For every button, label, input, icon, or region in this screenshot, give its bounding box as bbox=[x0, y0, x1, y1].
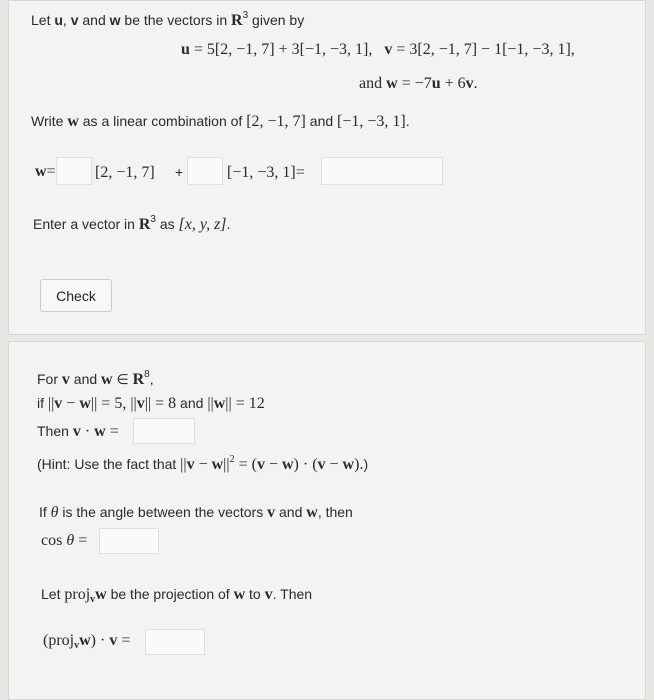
w-equals-label: w= bbox=[35, 163, 56, 180]
coefficient-b-input[interactable] bbox=[187, 157, 223, 185]
problem2-line1: For v and w ∈ $R^8$, bbox=[37, 369, 154, 388]
vector-definitions-uv: u = 5[2, −1, 7] + 3[−1, −3, 1], v = 3[2, −1, 7] − 1[−1, −3, 1], bbox=[181, 41, 575, 58]
vector-a-label: [2, −1, 7] bbox=[95, 164, 155, 181]
vector-b-label: [−1, −3, 1]= bbox=[227, 164, 305, 181]
hint-text: (Hint: Use the fact that $||v - w||^2 = (v - w) \cdot (v - w)$.) bbox=[37, 454, 369, 473]
angle-text: If θ is the angle between the vectors v and w, then bbox=[39, 504, 353, 521]
coefficient-a-input[interactable] bbox=[56, 157, 92, 185]
projection-dot-input[interactable] bbox=[145, 629, 205, 655]
check-button-label: Check bbox=[56, 287, 96, 304]
cos-theta-input[interactable] bbox=[99, 528, 159, 554]
plus-sign: + bbox=[175, 164, 184, 180]
dot-product-label: Then v · w = bbox=[37, 423, 119, 440]
instruction-text: Write w as a linear combination of [2, −1, 7] and [−1, −3, 1]. bbox=[31, 113, 410, 130]
projection-dot-label: (proj$_v$w) · v = bbox=[43, 632, 131, 651]
problem-2-panel bbox=[8, 341, 646, 700]
enter-vector-hint: Enter a vector in $R^3$ as [x, y, z]. bbox=[33, 214, 231, 233]
check-button[interactable] bbox=[40, 279, 112, 312]
projection-text: Let proj$_v$w be the projection of w to v. Then bbox=[41, 586, 313, 605]
problem-intro: Let u, v and w be the vectors in $R^3$ given by bbox=[31, 10, 305, 29]
problem-1-panel bbox=[8, 0, 646, 335]
problem2-line2: if ||v − w|| = 5, ||v|| = 8 and ||w|| = 12 bbox=[37, 395, 265, 412]
dot-product-input[interactable] bbox=[133, 418, 195, 444]
cos-theta-label: cos θ = bbox=[41, 532, 88, 549]
result-vector-input[interactable] bbox=[321, 157, 443, 185]
vector-definition-w: and w = −7u + 6v. bbox=[359, 75, 478, 92]
